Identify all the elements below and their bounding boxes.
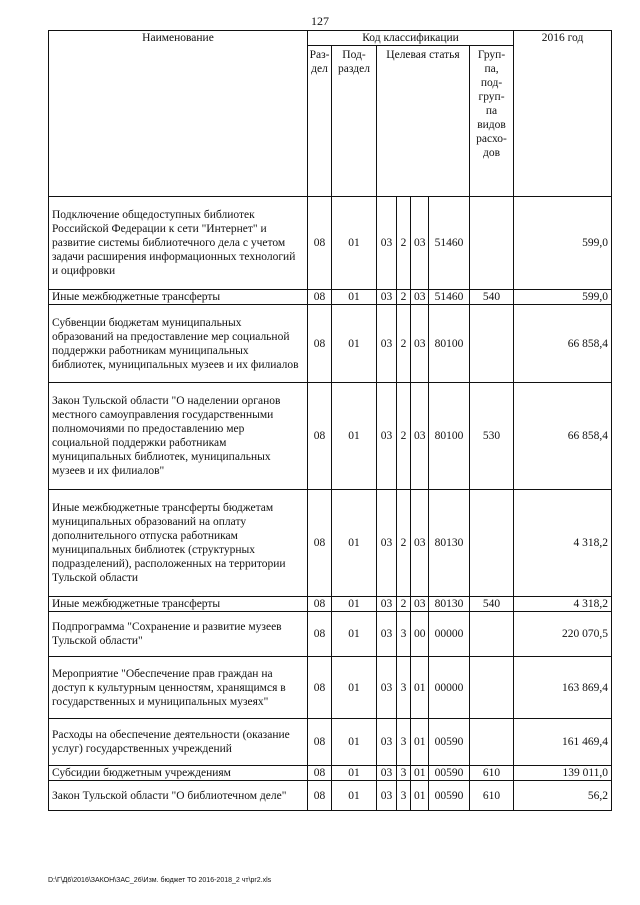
table-row <box>49 197 612 290</box>
row-target-event: 01 <box>411 719 429 766</box>
header-name: Наименование <box>49 31 308 197</box>
table-row <box>49 305 612 383</box>
row-target-subprogram: 3 <box>397 612 411 657</box>
row-target-subprogram: 2 <box>397 383 411 490</box>
row-name: Субсидии бюджетным учреждениям <box>49 766 308 781</box>
row-group: 610 <box>470 766 514 781</box>
row-section: 08 <box>308 197 332 290</box>
row-subsection: 01 <box>332 290 377 305</box>
row-group <box>470 719 514 766</box>
row-section: 08 <box>308 781 332 811</box>
row-target-event: 03 <box>411 290 429 305</box>
row-target-event: 03 <box>411 197 429 290</box>
row-group <box>470 490 514 597</box>
row-target-program: 03 <box>377 781 397 811</box>
row-target-event: 01 <box>411 657 429 719</box>
header-year: 2016 год <box>514 31 612 197</box>
row-name: Расходы на обеспечение деятельности (оказание услуг) государственных учреждений <box>49 719 308 766</box>
row-target-direction: 80130 <box>429 597 470 612</box>
table-row <box>49 383 612 490</box>
header-code: Код классификации <box>308 31 514 46</box>
row-target-direction: 00590 <box>429 766 470 781</box>
row-group <box>470 612 514 657</box>
row-name: Подключение общедоступных библиотек Российской Федерации к сети "Интернет" и развитие системы библиотечного дела с учетом задачи расширения информационных технологий и оцифровки <box>49 197 308 290</box>
row-group <box>470 197 514 290</box>
table-row <box>49 597 612 612</box>
row-subsection: 01 <box>332 657 377 719</box>
row-target-direction: 51460 <box>429 197 470 290</box>
row-target-program: 03 <box>377 305 397 383</box>
row-amount: 599,0 <box>514 197 612 290</box>
row-amount: 56,2 <box>514 781 612 811</box>
row-name: Закон Тульской области "О библиотечном деле" <box>49 781 308 811</box>
row-group: 530 <box>470 383 514 490</box>
row-subsection: 01 <box>332 612 377 657</box>
row-section: 08 <box>308 612 332 657</box>
row-target-subprogram: 2 <box>397 305 411 383</box>
row-amount: 220 070,5 <box>514 612 612 657</box>
row-target-subprogram: 3 <box>397 657 411 719</box>
row-name: Мероприятие "Обеспечение прав граждан на доступ к культурным ценностям, хранящимся в государственных и муниципальных музеях" <box>49 657 308 719</box>
row-target-event: 03 <box>411 597 429 612</box>
row-section: 08 <box>308 719 332 766</box>
row-target-program: 03 <box>377 657 397 719</box>
row-target-event: 03 <box>411 490 429 597</box>
row-name: Иные межбюджетные трансферты <box>49 290 308 305</box>
row-amount: 4 318,2 <box>514 490 612 597</box>
table-row <box>49 657 612 719</box>
row-subsection: 01 <box>332 383 377 490</box>
row-target-subprogram: 3 <box>397 766 411 781</box>
row-name: Иные межбюджетные трансферты <box>49 597 308 612</box>
header-section: Раз-дел <box>308 46 332 197</box>
row-amount: 161 469,4 <box>514 719 612 766</box>
row-target-event: 01 <box>411 781 429 811</box>
row-target-subprogram: 2 <box>397 197 411 290</box>
row-target-direction: 00590 <box>429 719 470 766</box>
row-group <box>470 305 514 383</box>
row-subsection: 01 <box>332 597 377 612</box>
row-target-direction: 00590 <box>429 781 470 811</box>
row-subsection: 01 <box>332 766 377 781</box>
row-target-program: 03 <box>377 383 397 490</box>
row-section: 08 <box>308 305 332 383</box>
row-target-program: 03 <box>377 719 397 766</box>
row-name: Закон Тульской области "О наделении органов местного самоуправления государственными полномочиями по предоставлению мер социальной поддержки работникам муниципальных библиотек, муниципальных музеев и их филиалов" <box>49 383 308 490</box>
row-amount: 599,0 <box>514 290 612 305</box>
row-subsection: 01 <box>332 197 377 290</box>
row-target-direction: 51460 <box>429 290 470 305</box>
row-section: 08 <box>308 597 332 612</box>
row-target-program: 03 <box>377 490 397 597</box>
row-target-direction: 80100 <box>429 383 470 490</box>
row-section: 08 <box>308 657 332 719</box>
row-section: 08 <box>308 290 332 305</box>
row-target-event: 03 <box>411 383 429 490</box>
row-group: 610 <box>470 781 514 811</box>
row-target-event: 03 <box>411 305 429 383</box>
row-section: 08 <box>308 383 332 490</box>
file-path: D:\Г\Д6\2016\ЗАКОН\ЗАС_26\Изм. бюджет ТО 2016-2018_2 чт\pr2.xls <box>48 877 272 884</box>
row-target-program: 03 <box>377 766 397 781</box>
row-target-direction: 80130 <box>429 490 470 597</box>
row-amount: 163 869,4 <box>514 657 612 719</box>
row-group: 540 <box>470 597 514 612</box>
row-subsection: 01 <box>332 781 377 811</box>
header-subsection: Под-раздел <box>332 46 377 197</box>
header-group: Груп-па, под-груп-па видов расхо-дов <box>470 46 514 197</box>
header-target: Целевая статья <box>377 46 470 197</box>
row-group: 540 <box>470 290 514 305</box>
table-row <box>49 719 612 766</box>
row-target-subprogram: 3 <box>397 719 411 766</box>
row-subsection: 01 <box>332 490 377 597</box>
row-target-subprogram: 3 <box>397 781 411 811</box>
row-name: Иные межбюджетные трансферты бюджетам муниципальных образований на оплату дополнительного отпуска работникам муниципальных библиотек (структурных подразделений), расположенных на территории Тульской области <box>49 490 308 597</box>
row-amount: 139 011,0 <box>514 766 612 781</box>
table-row <box>49 290 612 305</box>
row-subsection: 01 <box>332 719 377 766</box>
row-name: Субвенции бюджетам муниципальных образований на предоставление мер социальной поддержки работникам муниципальных библиотек, муниципальных музеев и их филиалов <box>49 305 308 383</box>
row-amount: 66 858,4 <box>514 383 612 490</box>
row-target-subprogram: 2 <box>397 290 411 305</box>
row-target-event: 00 <box>411 612 429 657</box>
row-target-program: 03 <box>377 290 397 305</box>
row-target-direction: 00000 <box>429 657 470 719</box>
row-target-program: 03 <box>377 597 397 612</box>
row-target-direction: 80100 <box>429 305 470 383</box>
table-row <box>49 612 612 657</box>
row-target-program: 03 <box>377 197 397 290</box>
row-target-program: 03 <box>377 612 397 657</box>
row-target-subprogram: 2 <box>397 597 411 612</box>
row-section: 08 <box>308 766 332 781</box>
page-number: 127 <box>311 14 329 28</box>
row-section: 08 <box>308 490 332 597</box>
row-group <box>470 657 514 719</box>
row-amount: 66 858,4 <box>514 305 612 383</box>
table-row <box>49 781 612 811</box>
row-amount: 4 318,2 <box>514 597 612 612</box>
row-target-subprogram: 2 <box>397 490 411 597</box>
row-target-event: 01 <box>411 766 429 781</box>
table-row <box>49 490 612 597</box>
row-name: Подпрограмма "Сохранение и развитие музеев Тульской области" <box>49 612 308 657</box>
table-row <box>49 766 612 781</box>
row-subsection: 01 <box>332 305 377 383</box>
row-target-direction: 00000 <box>429 612 470 657</box>
budget-table <box>48 30 612 811</box>
